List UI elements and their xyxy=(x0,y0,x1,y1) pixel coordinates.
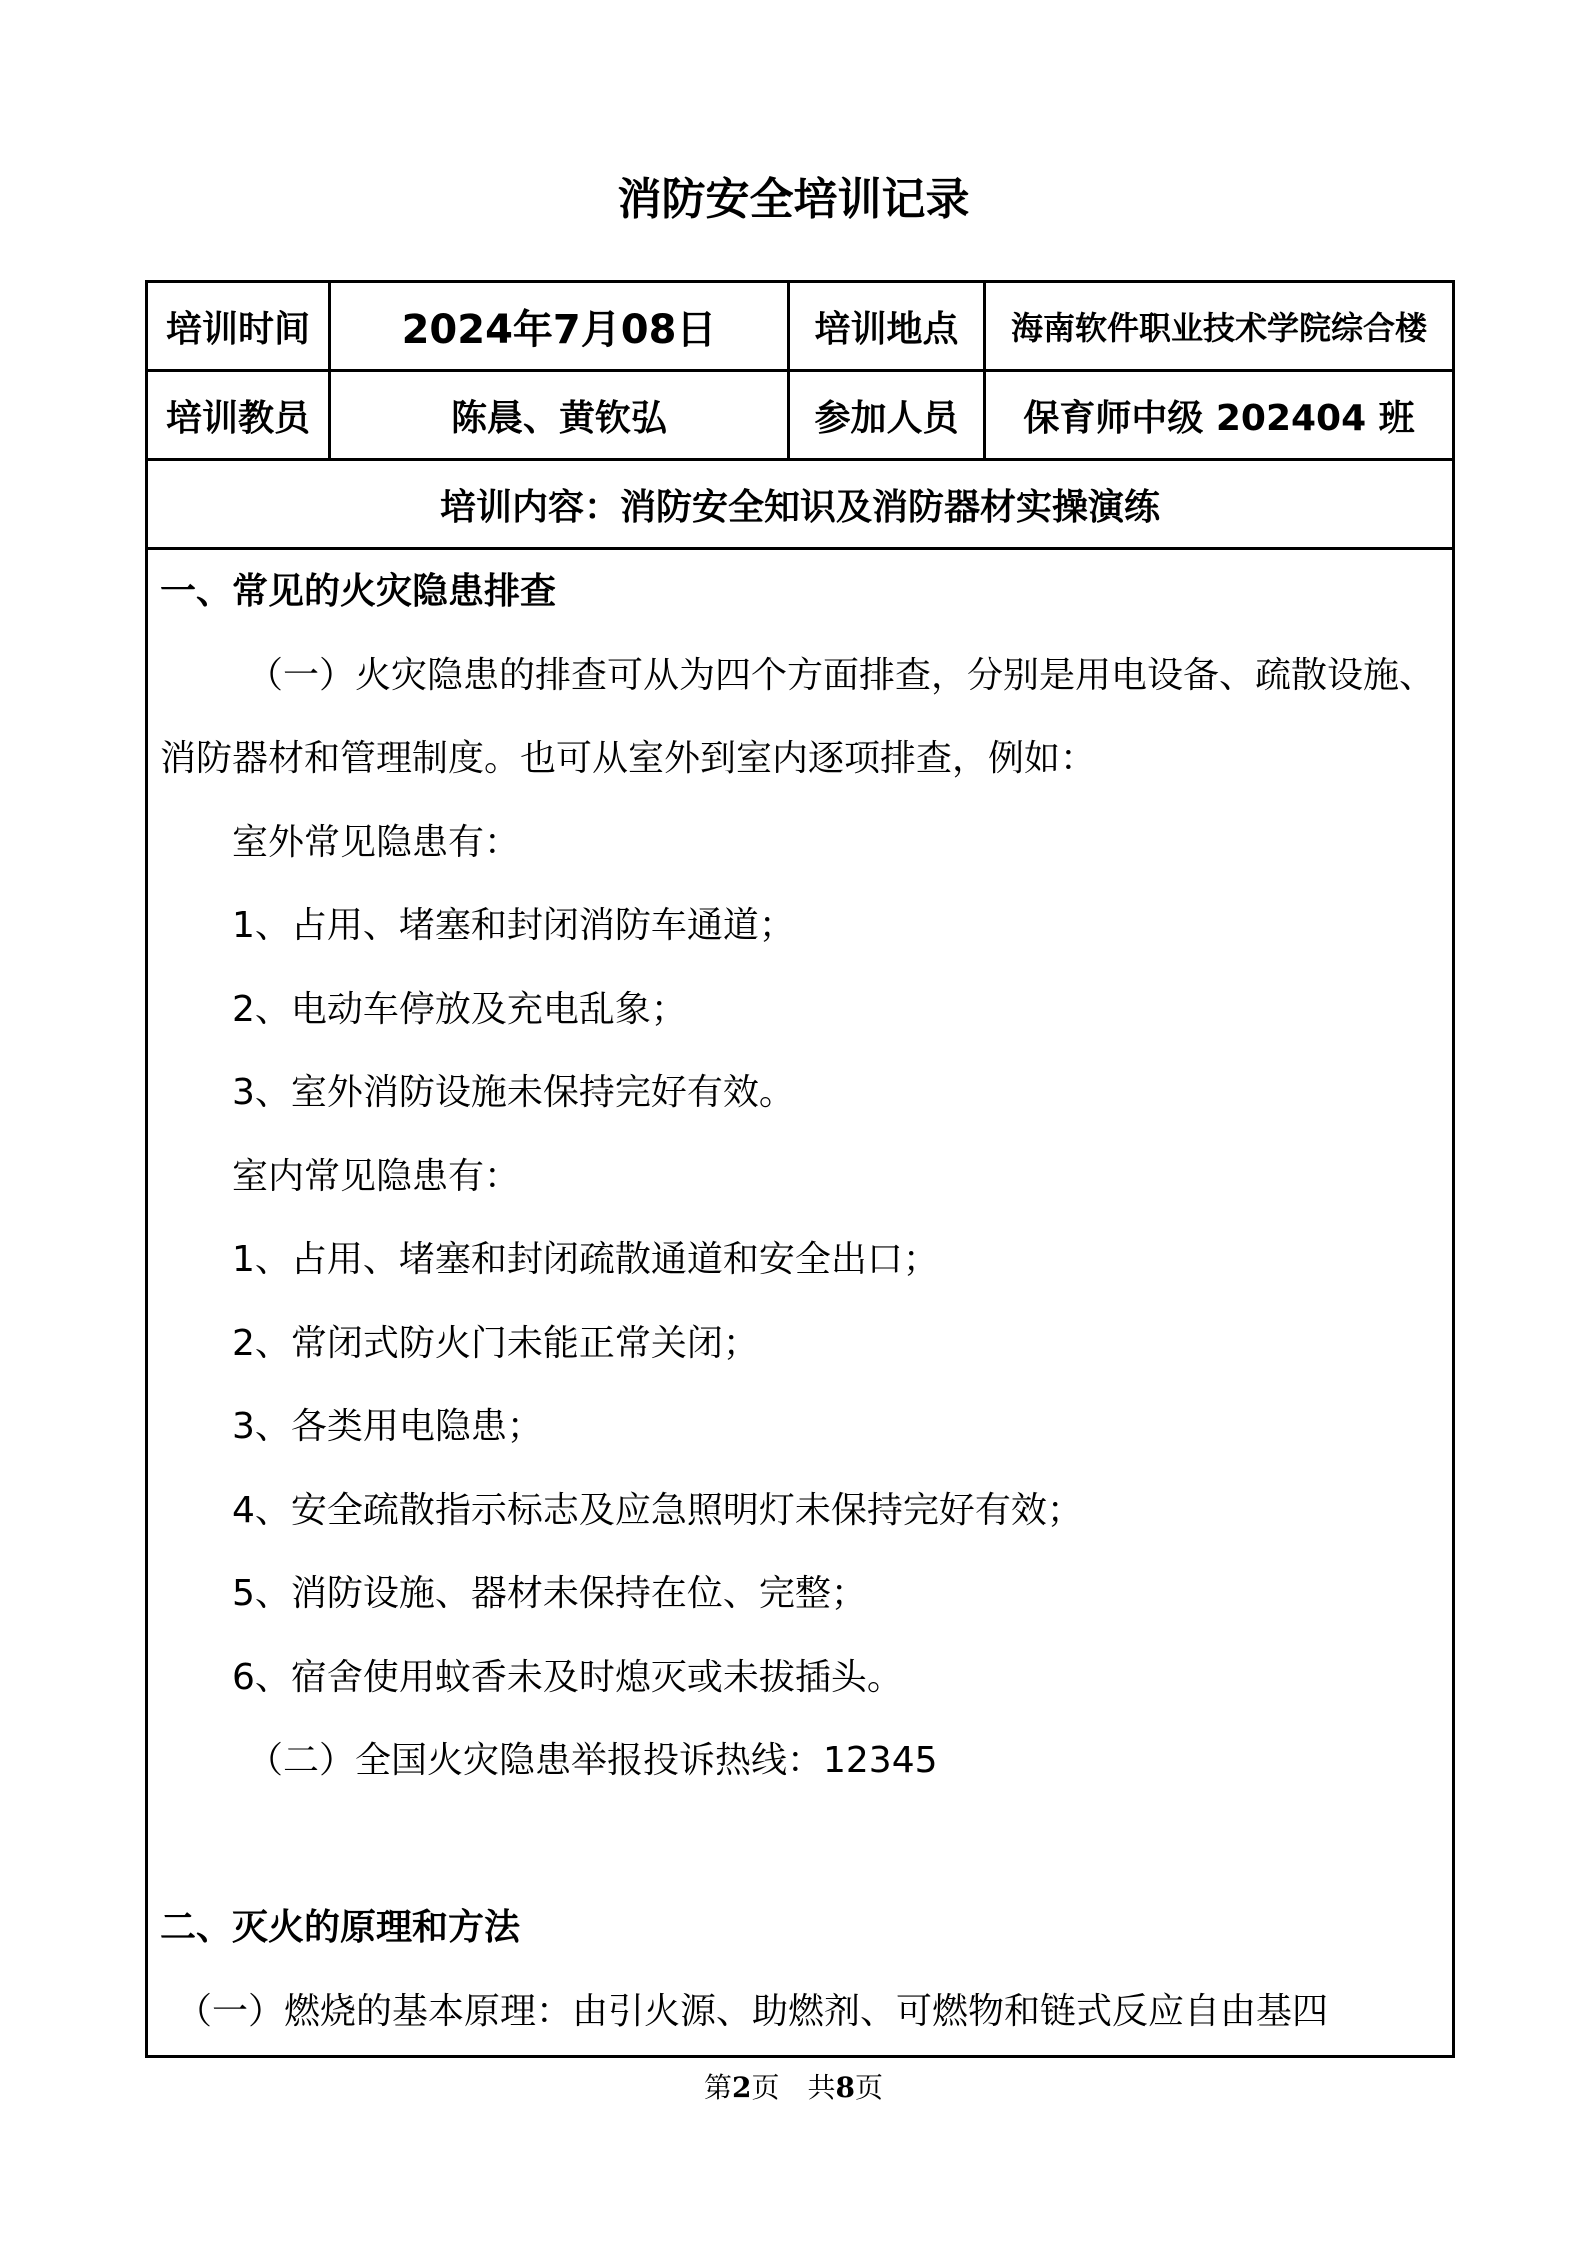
topic-row xyxy=(147,460,1454,549)
training-place-value: 海南软件职业技术学院综合楼 xyxy=(985,282,1454,371)
list-item: 2、常闭式防火门未能正常关闭； xyxy=(232,1322,759,1364)
page-number-current: 2 xyxy=(732,2071,752,2104)
training-time-value: 2024年7月08日 xyxy=(330,282,789,371)
trainer-value: 陈晨、黄钦弘 xyxy=(330,371,789,460)
list-item: 5、消防设施、器材未保持在位、完整； xyxy=(232,1573,867,1614)
participants-value: 保育师中级 202404 班 xyxy=(985,371,1454,460)
page-footer xyxy=(0,2068,1587,2108)
section2-line1: （一）燃烧的基本原理：由引火源、助燃剂、可燃物和链式反应自由基四 xyxy=(176,1990,1329,2032)
outdoor-heading: 室外常见隐患有： xyxy=(232,821,521,863)
page-total-suffix: 页 xyxy=(855,2071,884,2104)
section1-intro-line1: （一）火灾隐患的排查可从为四个方面排查，分别是用电设备、疏散设施、 xyxy=(247,654,1436,696)
list-item: 3、室外消防设施未保持完好有效。 xyxy=(232,1072,795,1113)
trainer-label: 培训教员 xyxy=(147,371,330,460)
participants-label: 参加人员 xyxy=(789,371,985,460)
list-item: 4、安全疏散指示标志及应急照明灯未保持完好有效； xyxy=(232,1489,1083,1531)
list-item: 2、电动车停放及充电乱象； xyxy=(232,988,687,1030)
info-row-time-place xyxy=(147,282,1454,371)
info-row-trainer-participants xyxy=(147,371,1454,460)
list-item: 3、各类用电隐患； xyxy=(232,1406,543,1447)
page-number-suffix: 页 xyxy=(751,2071,780,2104)
page-title: 消防安全培训记录 xyxy=(617,174,970,225)
hotline-line: （二）全国火灾隐患举报投诉热线：12345 xyxy=(247,1740,938,1781)
list-item: 1、占用、堵塞和封闭疏散通道和安全出口； xyxy=(232,1239,939,1280)
indoor-heading: 室内常见隐患有： xyxy=(232,1155,521,1197)
blank-line xyxy=(160,1803,1440,1887)
training-place-label: 培训地点 xyxy=(789,282,985,371)
training-record-table xyxy=(145,280,1455,2058)
page-number-prefix: 第 xyxy=(703,2071,732,2104)
training-topic: 培训内容：消防安全知识及消防器材实操演练 xyxy=(147,460,1454,549)
training-content xyxy=(147,549,1454,2057)
page-total: 8 xyxy=(835,2071,855,2104)
content-row xyxy=(147,549,1454,2057)
page-total-prefix: 共 xyxy=(807,2071,836,2104)
list-item: 1、占用、堵塞和封闭消防车通道； xyxy=(232,905,795,946)
list-item: 6、宿舍使用蚊香未及时熄灭或未拔插头。 xyxy=(232,1656,903,1698)
section1-heading: 一、常见的火灾隐患排查 xyxy=(160,571,557,612)
section1-intro-line2: 消防器材和管理制度。也可从室外到室内逐项排查，例如： xyxy=(160,738,1097,779)
section2-heading: 二、灭火的原理和方法 xyxy=(160,1907,521,1948)
training-time-label: 培训时间 xyxy=(147,282,330,371)
